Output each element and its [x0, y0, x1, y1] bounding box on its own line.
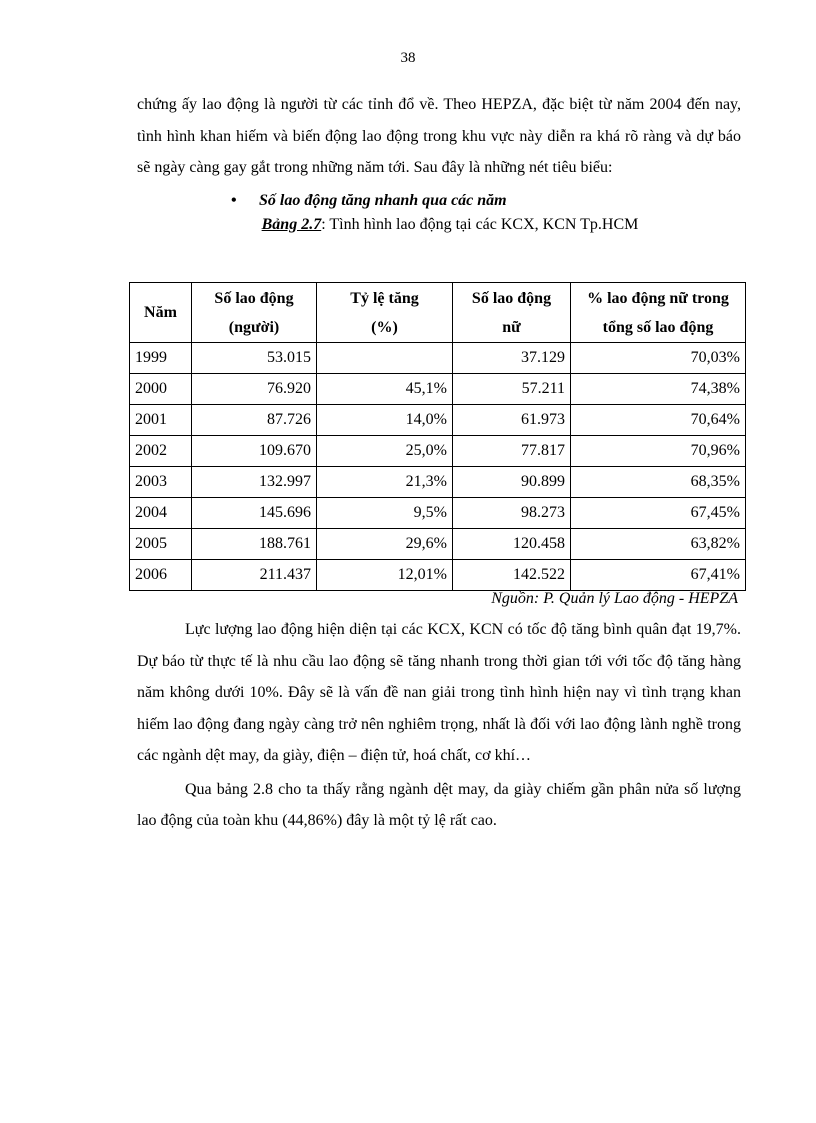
header-female-workers: Số lao động nữ [453, 283, 571, 343]
cell-workers: 145.696 [192, 498, 317, 529]
body-section [137, 614, 741, 837]
table-row [130, 405, 746, 436]
cell-female-share: 67,41% [571, 560, 746, 591]
cell-female-share: 67,45% [571, 498, 746, 529]
cell-female: 142.522 [453, 560, 571, 591]
cell-workers: 211.437 [192, 560, 317, 591]
cell-female-share: 70,96% [571, 436, 746, 467]
cell-growth [317, 343, 453, 374]
table-caption-text: : Tình hình lao động tại các KCX, KCN Tp.HCM [321, 215, 639, 233]
cell-growth: 25,0% [317, 436, 453, 467]
cell-workers: 76.920 [192, 374, 317, 405]
paragraph-textile: Qua bảng 2.8 cho ta thấy rằng ngành dệt may, da giày chiếm gần phân nửa số lượng lao động của toàn khu (44,86%) đây là một tỷ lệ rất cao. [137, 780, 741, 829]
cell-workers: 53.015 [192, 343, 317, 374]
table-row [130, 343, 746, 374]
cell-year: 2000 [130, 374, 192, 405]
cell-growth: 21,3% [317, 467, 453, 498]
table-row [130, 467, 746, 498]
cell-growth: 12,01% [317, 560, 453, 591]
header-workers: Số lao động (người) [192, 283, 317, 343]
cell-female: 120.458 [453, 529, 571, 560]
cell-female-share: 74,38% [571, 374, 746, 405]
cell-year: 2004 [130, 498, 192, 529]
table-row [130, 560, 746, 591]
cell-female-share: 63,82% [571, 529, 746, 560]
intro-section [137, 89, 741, 238]
paragraph-growth: Lực lượng lao động hiện diện tại các KCX, KCN có tốc độ tăng bình quân đạt 19,7%. Dự báo từ thực tế là nhu cầu lao động sẽ tăng nhanh trong thời gian tới với tốc độ tăng hàng năm không dưới 10%. Đây sẽ là vấn đề nan giải trong tình hình hiện nay vì tình trạng khan hiếm lao động đang ngày càng trở nên nghiêm trọng, nhất là đối với lao động lành nghề trong các ngành dệt may, da giày, điện – điện tử, hoá chất, cơ khí… [137, 621, 741, 764]
cell-year: 2003 [130, 467, 192, 498]
cell-workers: 188.761 [192, 529, 317, 560]
cell-female: 57.211 [453, 374, 571, 405]
cell-growth: 9,5% [317, 498, 453, 529]
cell-female: 37.129 [453, 343, 571, 374]
table-row [130, 436, 746, 467]
table-row [130, 529, 746, 560]
cell-year: 2006 [130, 560, 192, 591]
cell-female: 61.973 [453, 405, 571, 436]
table-header-row [130, 283, 746, 343]
cell-female: 98.273 [453, 498, 571, 529]
cell-female: 90.899 [453, 467, 571, 498]
labor-table [129, 282, 746, 591]
page-number: 38 [400, 50, 416, 66]
cell-female: 77.817 [453, 436, 571, 467]
cell-year: 1999 [130, 343, 192, 374]
table-row [130, 374, 746, 405]
cell-year: 2005 [130, 529, 192, 560]
cell-female-share: 70,03% [571, 343, 746, 374]
header-female-share: % lao động nữ trong tổng số lao động [571, 283, 746, 343]
cell-female-share: 70,64% [571, 405, 746, 436]
header-year: Năm [130, 283, 192, 343]
cell-growth: 29,6% [317, 529, 453, 560]
cell-workers: 109.670 [192, 436, 317, 467]
cell-workers: 132.997 [192, 467, 317, 498]
cell-workers: 87.726 [192, 405, 317, 436]
bullet-heading-text: Số lao động tăng nhanh qua các năm [259, 191, 507, 209]
intro-paragraph: chứng ấy lao động là người từ các tỉnh đổ về. Theo HEPZA, đặc biệt từ năm 2004 đến nay, tình hình khan hiếm và biến động lao động trong khu vực này diễn ra khá rõ ràng và dự báo sẽ ngày càng gay gắt trong những năm tới. Sau đây là những nét tiêu biểu: [137, 96, 741, 176]
header-growth-rate: Tỷ lệ tăng (%) [317, 283, 453, 343]
table-row [130, 498, 746, 529]
cell-year: 2002 [130, 436, 192, 467]
table-caption [137, 212, 741, 238]
table-source: Nguồn: P. Quản lý Lao động - HEPZA [491, 590, 738, 607]
cell-year: 2001 [130, 405, 192, 436]
cell-growth: 14,0% [317, 405, 453, 436]
bullet-dot-icon: • [231, 191, 237, 209]
table-caption-label: Bảng 2.7 [261, 215, 322, 233]
cell-female-share: 68,35% [571, 467, 746, 498]
cell-growth: 45,1% [317, 374, 453, 405]
